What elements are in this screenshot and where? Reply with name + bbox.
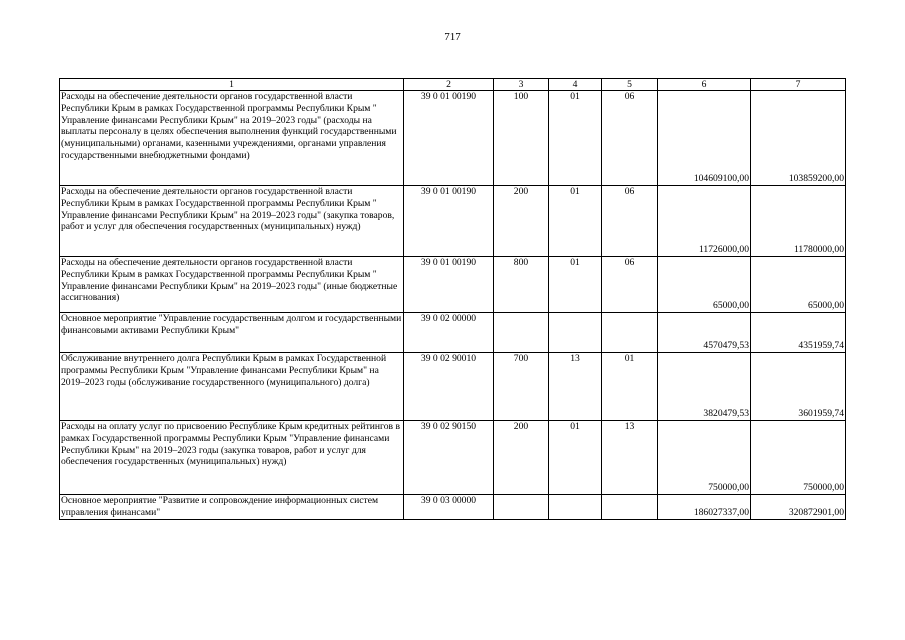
row-col-4 <box>549 313 602 353</box>
column-header-4: 4 <box>549 79 602 91</box>
page-number: 717 <box>444 31 461 43</box>
row-amount-col-7: 4351959,74 <box>751 313 846 353</box>
row-amount-col-7: 65000,00 <box>751 257 846 313</box>
row-col-5 <box>602 313 658 353</box>
row-amount-col-7: 11780000,00 <box>751 186 846 257</box>
row-code: 39 0 01 00190 <box>404 257 494 313</box>
row-col-5: 06 <box>602 257 658 313</box>
row-col-3: 200 <box>494 186 549 257</box>
table-header-row <box>60 79 846 91</box>
row-description: Обслуживание внутреннего долга Республики Крым в рамках Государственной программы Республики Крым "Управление финансами Республики Крым" на 2019–2023 годы (обслуживание государственного (муниципального) долга) <box>60 353 404 421</box>
row-description: Расходы на обеспечение деятельности органов государственной власти Республики Крым в рамках Государственной программы Республики Крым " Управление финансами Республики Крым" на 2019–2023 годы" (иные бюджетные ассигнования) <box>60 257 404 313</box>
row-col-5 <box>602 495 658 520</box>
row-amount-col-6: 4570479,53 <box>658 313 751 353</box>
row-amount-col-7: 103859200,00 <box>751 91 846 186</box>
table-row <box>60 313 846 353</box>
row-amount-col-7: 750000,00 <box>751 421 846 495</box>
row-col-5: 13 <box>602 421 658 495</box>
row-amount-col-7: 3601959,74 <box>751 353 846 421</box>
column-header-2: 2 <box>404 79 494 91</box>
row-col-4: 13 <box>549 353 602 421</box>
row-amount-col-6: 750000,00 <box>658 421 751 495</box>
row-col-4 <box>549 495 602 520</box>
row-col-4: 01 <box>549 186 602 257</box>
row-code: 39 0 02 90150 <box>404 421 494 495</box>
row-col-3: 200 <box>494 421 549 495</box>
row-amount-col-6: 104609100,00 <box>658 91 751 186</box>
row-description: Основное мероприятие "Развитие и сопровождение информационных систем управления финансами" <box>60 495 404 520</box>
table-row <box>60 421 846 495</box>
column-header-7: 7 <box>751 79 846 91</box>
row-amount-col-6: 65000,00 <box>658 257 751 313</box>
row-col-3 <box>494 313 549 353</box>
row-code: 39 0 02 90010 <box>404 353 494 421</box>
row-col-5: 01 <box>602 353 658 421</box>
row-description: Основное мероприятие "Управление государственным долгом и государственными финансовыми активами Республики Крым" <box>60 313 404 353</box>
row-col-5: 06 <box>602 186 658 257</box>
row-col-3: 700 <box>494 353 549 421</box>
table-row <box>60 91 846 186</box>
row-code: 39 0 03 00000 <box>404 495 494 520</box>
row-col-3: 100 <box>494 91 549 186</box>
table-row <box>60 257 846 313</box>
column-header-6: 6 <box>658 79 751 91</box>
table-row <box>60 495 846 520</box>
table-row <box>60 186 846 257</box>
row-amount-col-7: 320872901,00 <box>751 495 846 520</box>
row-col-3: 800 <box>494 257 549 313</box>
row-description: Расходы на обеспечение деятельности органов государственной власти Республики Крым в рамках Государственной программы Республики Крым " Управление финансами Республики Крым" на 2019–2023 годы" (расходы на выплаты персоналу в целях обеспечения выполнения функций государственными (муниципальными) органами, казенными учреждениями, органами управления государственными внебюджетными фондами) <box>60 91 404 186</box>
row-col-4: 01 <box>549 257 602 313</box>
row-code: 39 0 01 00190 <box>404 186 494 257</box>
row-code: 39 0 01 00190 <box>404 91 494 186</box>
row-col-4: 01 <box>549 421 602 495</box>
budget-table <box>59 78 846 520</box>
row-amount-col-6: 186027337,00 <box>658 495 751 520</box>
row-col-4: 01 <box>549 91 602 186</box>
row-code: 39 0 02 00000 <box>404 313 494 353</box>
row-description: Расходы на обеспечение деятельности органов государственной власти Республики Крым в рамках Государственной программы Республики Крым " Управление финансами Республики Крым" на 2019–2023 годы" (закупка товаров, работ и услуг для обеспечения государственных (муниципальных) нужд) <box>60 186 404 257</box>
row-col-3 <box>494 495 549 520</box>
column-header-1: 1 <box>60 79 404 91</box>
column-header-5: 5 <box>602 79 658 91</box>
column-header-3: 3 <box>494 79 549 91</box>
row-amount-col-6: 11726000,00 <box>658 186 751 257</box>
table-row <box>60 353 846 421</box>
row-description: Расходы на оплату услуг по присвоению Республике Крым кредитных рейтингов в рамках Государственной программы Республики Крым "Управление финансами Республики Крым" на 2019–2023 годы (закупка товаров, работ и услуг для обеспечения государственных (муниципальных) нужд) <box>60 421 404 495</box>
row-col-5: 06 <box>602 91 658 186</box>
row-amount-col-6: 3820479,53 <box>658 353 751 421</box>
